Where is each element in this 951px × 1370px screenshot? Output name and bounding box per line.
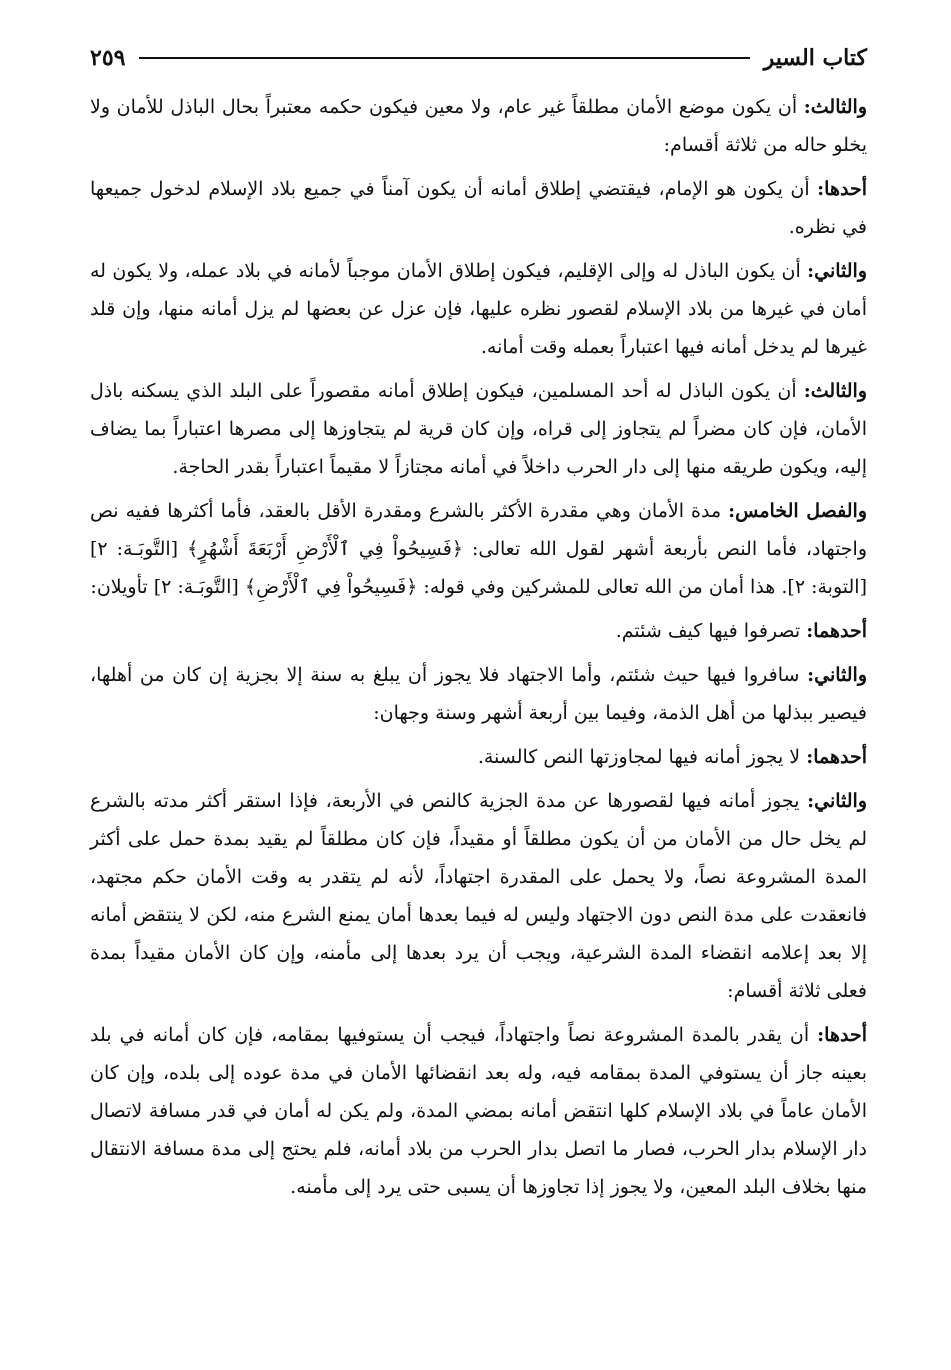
paragraph-text: مدة الأمان وهي مقدرة الأكثر بالشرع ومقدرة الأقل بالعقد، فأما أكثرها ففيه نص واجتهاد، فأما النص بأربعة أشهر لقول الله تعالى: ﴿فَسِيحُواْ فِي ٱلْأَرْضِ أَرْبَعَةَ أَشْهُرٍ﴾ [التَّوبَـة: ٢] [التوبة: ٢]. هذا أمان من الله تعالى للمشركين وفي قوله: ﴿فَسِيحُواْ فِي ٱلْأَرْضِ﴾ [التَّوبَـة: ٢] تأويلان: — [90, 500, 867, 598]
paragraph-lead: والثاني: — [807, 790, 867, 812]
paragraph-lead: والثالث: — [803, 380, 867, 402]
paragraph-lead: والثاني: — [807, 260, 867, 282]
paragraph-text: أن يكون هو الإمام، فيقتضي إطلاق أمانه أن يكون آمناً في جميع بلاد الإسلام لدخول جميعها في نظره. — [90, 178, 867, 238]
paragraph-text: أن يكون الباذل له أحد المسلمين، فيكون إطلاق أمانه مقصوراً على البلد الذي يسكنه باذل الأمان، فإن كان مضراً لم يتجاوز إلى قراه، وإن كان قرية لم يتجاوزها إلى مصرها اعتباراً بما يضاف إليه، ويكون طريقه منها إلى دار الحرب داخلاً في أمانه مجتازاً لا مقيماً اعتباراً بقدر الحاجة. — [90, 380, 867, 478]
paragraph-lead: أحدهما: — [806, 746, 867, 768]
paragraph — [90, 492, 867, 606]
paragraph — [90, 88, 867, 164]
paragraph — [90, 656, 867, 732]
paragraph-text: يجوز أمانه فيها لقصورها عن مدة الجزية كالنص في الأربعة، فإذا استقر أكثر مدته بالشرع لم يخل حال من الأمان من أن يكون مطلقاً أو مقيداً، فإن كان مطلقاً لم يقيد بمدة حمل على أكثر المدة المشروعة نصاً، ولا يحمل على المقدرة اجتهاداً، لأنه لم يتقدر به وقت الأمان حكم مجتهد، فانعقدت على مدة النص دون الاجتهاد وليس له فيما بعدها أمان يمنع الشرع منه، لكن لا ينتقض أمانه إلا بعد إعلامه انقضاء المدة الشرعية، ويجب أن يرد بعدها إلى مأمنه، وإن كان الأمان مقيداً بمدة فعلى ثلاثة أقسام: — [90, 790, 867, 1002]
paragraph-lead: والثالث: — [803, 96, 867, 118]
page-header — [90, 38, 867, 78]
paragraph-text: أن يكون الباذل له وإلى الإقليم، فيكون إطلاق الأمان موجباً لأمانه في بلاد عمله، ولا يكون له أمان في غيرها من بلاد الإسلام لقصور نظره عليها، فإن عزل عن بعضها لم يزل أمانه منها، وإن قلد غيرها لم يدخل أمانه فيها اعتباراً بعمله وقت أمانه. — [90, 260, 868, 358]
paragraph — [90, 612, 867, 650]
page-number: ٢٥٩ — [90, 45, 126, 71]
page-body — [90, 88, 867, 1206]
paragraph — [90, 738, 867, 776]
paragraph-lead: أحدها: — [817, 1024, 867, 1046]
paragraph-text: لا يجوز أمانه فيها لمجاوزتها النص كالسنة. — [477, 746, 807, 768]
paragraph — [90, 252, 867, 366]
paragraph — [90, 782, 867, 1010]
paragraph-text: سافروا فيها حيث شئتم، وأما الاجتهاد فلا يجوز أن يبلغ به سنة إلا بجزية إن كان من أهلها، فيصير ببذلها من أهل الذمة، وفيما بين أربعة أشهر وسنة وجهان: — [90, 664, 867, 724]
paragraph — [90, 170, 867, 246]
paragraph-text: أن يكون موضع الأمان مطلقاً غير عام، ولا معين فيكون حكمه معتبراً بحال الباذل للأمان ولا يخلو حاله من ثلاثة أقسام: — [90, 96, 867, 156]
paragraph-text: تصرفوا فيها كيف شئتم. — [615, 620, 807, 642]
paragraph-lead: أحدهما: — [806, 620, 867, 642]
paragraph-lead: والفصل الخامس: — [728, 500, 867, 522]
paragraph — [90, 1016, 867, 1206]
paragraph-lead: والثاني: — [807, 664, 867, 686]
header-rule — [139, 57, 749, 59]
running-title: كتاب السير — [763, 45, 867, 71]
paragraph — [90, 372, 867, 486]
paragraph-lead: أحدها: — [817, 178, 867, 200]
paragraph-text: أن يقدر بالمدة المشروعة نصاً واجتهاداً، فيجب أن يستوفيها بمقامه، فإن كان أمانه في بلد بعينه جاز أن يستوفي المدة بمقامه فيه، وله بعد انقضائها الأمان في مدة عوده إلى بلده، وإن كان الأمان عاماً في بلاد الإسلام كلها انتقض أمانه بمضي المدة، ولم يكن له أمان في قدر مسافة لاتصال دار الإسلام بدار الحرب، فصار ما اتصل بدار الحرب من بلاد أمانه، فلم يحتج إلى مدة مسافة الانتقال منها بخلاف البلد المعين، ولا يجوز إذا تجاوزها أن يسبى حتى يرد إلى مأمنه. — [90, 1024, 867, 1198]
